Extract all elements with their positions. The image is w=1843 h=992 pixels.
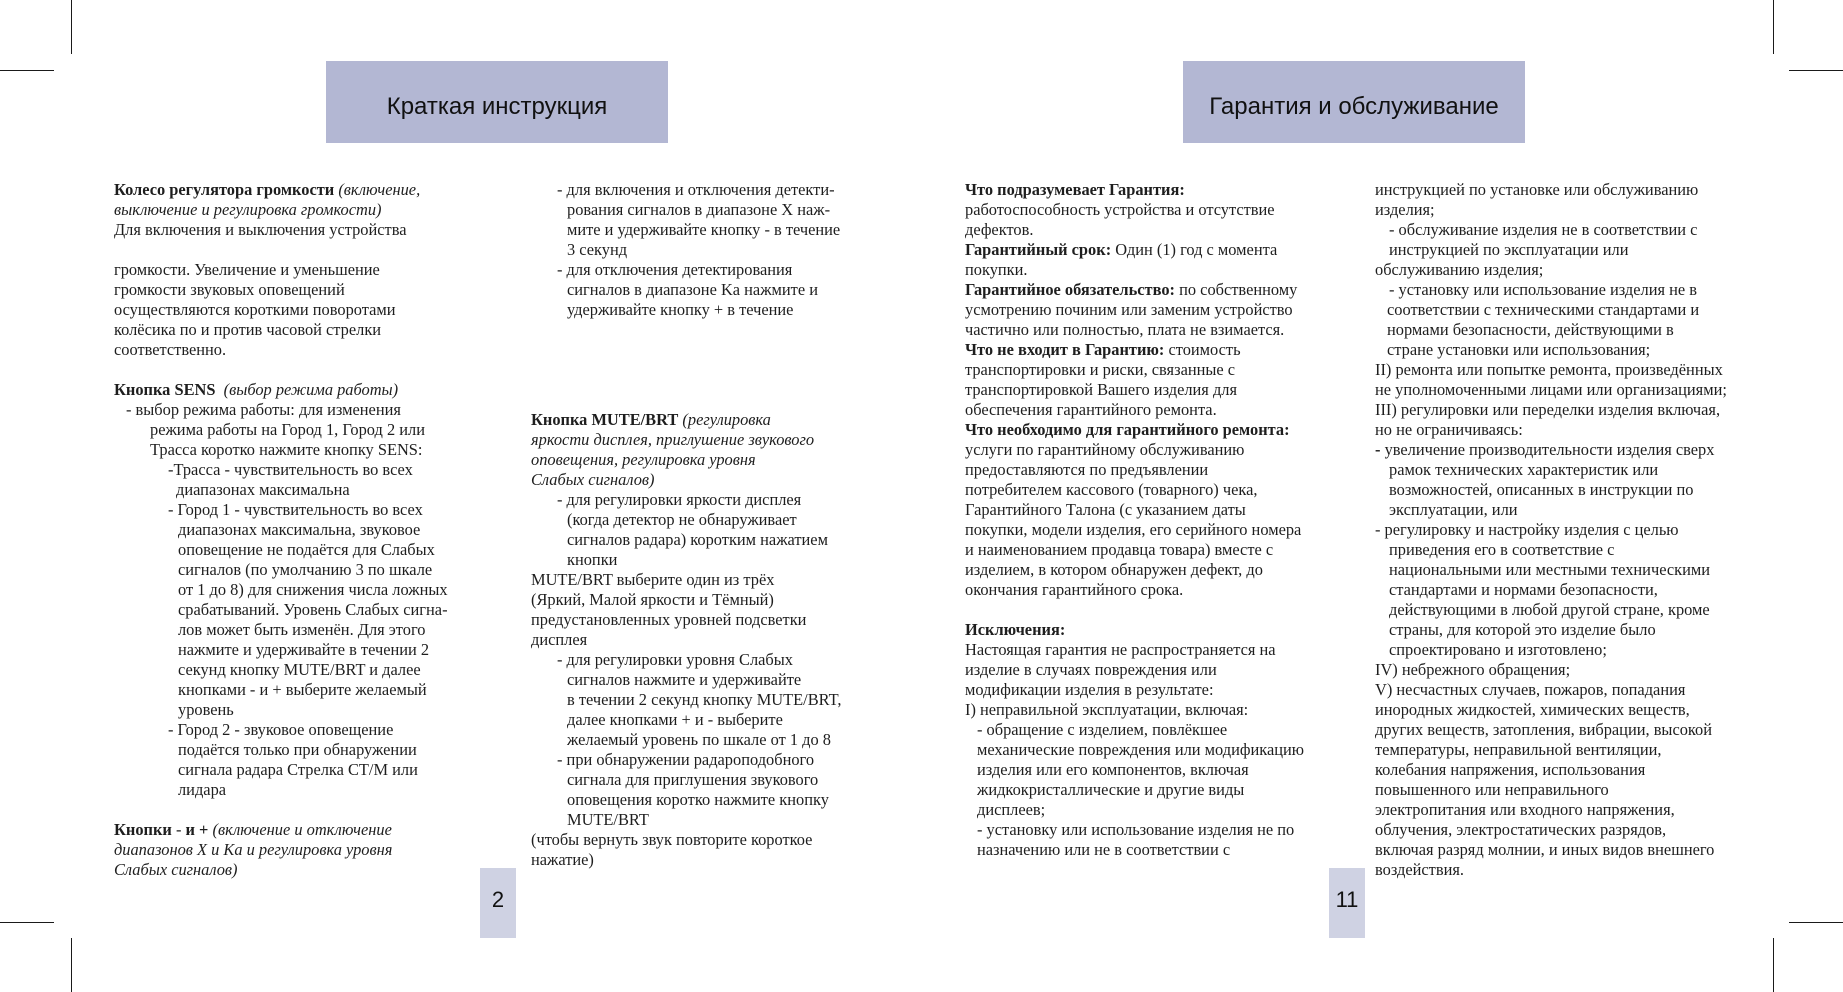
volume-heading: Колесо регулятора громкости (включение, [114,180,421,199]
right-column-1: Что подразумевает Гарантия: работоспособность устройства и отсутствие дефектов. Гарантийный срок: Один (1) год с момента покупки. Гарантийное обязательство: по собственному усмотрению починим или заменим устройство частично или полностью, плата не взимается. Что не входит в Гарантию: стоимость транспортировки и риски, связанные с транспортировкой Вашего изделия для обеспечения гарантийного ремонта. Что необходимо для гарантийного ремонта: услуги по гарантийному обслуживанию предоставляются по предъявлении потребителем кассового (товарного) чека, Гарантийного Талона (с указанием даты покупки, модели изделия, его серийного номера и наименованием продавца товара) вместе с изделием, в котором обнаружен дефект, до окончания гарантийного срока. Исключения: Настоящая гарантия не распространяется на изделие в случаях повреждения или модификации изделия в результате: I) неправильной эксплуатации, включая: - обращение с изделием, повлёкшее механические повреждения или модификацию изделия или его компонентов, включая жидкокристаллические и другие виды дисплеев; - установку или использование изделия не по назначению или не в соответствии с [965,180,1305,859]
right-page-title: Гарантия и обслуживание [1209,93,1499,120]
left-column-1: Колесо регулятора громкости (включение, выключение и регулировка громкости) Для включения и выключения устройства громкости. Увеличение и уменьшение громкости звуковых оповещений осуществляются короткими поворотами колёсика по и против часовой стрелки соответственно. Кнопка SENS (выбор режима работы) - выбор режима работы: для изменения режима работы на Город 1, Город 2 или Трасса коротко нажмите кнопку SENS: -Трасса - чувствительность во всех диапазонах максимальна - Город 1 - чувствительность во всех диапазонах максимальна, звуковое оповещение не подаётся для Слабых сигналов (по умолчанию 3 по шкале от 1 до 8) для снижения числа ложных срабатываний. Уровень Слабых сигна- лов может быть изменён. Для этого нажмите и удерживайте в течении 2 секунд кнопку MUTE/BRT и далее кнопками - и + выберите желаемый уровень - Город 2 - звуковое оповещение подаётся только при обнаружении сигнала радара Стрелка СТ/М или лидара Кнопки - и + (включение и отключение диапазонов X и Ka и регулировка уровня Слабых сигналов) [114,180,448,879]
warranty-requirements-heading: Что необходимо для гарантийного ремонта: [965,420,1290,439]
crop-mark [71,938,72,992]
crop-mark [1789,70,1843,71]
crop-mark [1789,922,1843,923]
exclusions-heading: Исключения: [965,620,1066,639]
mute-heading: Кнопка MUTE/BRT (регулировка [531,410,771,429]
warranty-obligation: Гарантийное обязательство: по собственному [965,280,1298,299]
left-page-title: Краткая инструкция [386,93,608,120]
sens-heading: Кнопка SENS (выбор режима работы) [114,380,399,399]
left-column-2: - для включения и отключения детекти- рования сигналов в диапазоне X наж- мите и удерживайте кнопку - в течение 3 секунд - для отключения детектирования сигналов в диапазоне Ka нажмите и удерживайте кнопку + в течение [557,180,841,319]
warranty-not-included: Что не входит в Гарантию: стоимость [965,340,1241,359]
left-page-header [326,61,668,143]
left-column-2-mute: Кнопка MUTE/BRT (регулировка яркости дисплея, приглушение звукового оповещения, регулировка уровня Слабых сигналов) - для регулировки яркости дисплея (когда детектор не обнаруживает сигналов радара) коротким нажатием кнопки MUTE/BRT выберите один из трёх (Яркий, Малой яркости и Тёмный) предустановленных уровней подсветки дисплея - для регулировки уровня Слабых сигналов нажмите и удерживайте в течении 2 секунд кнопку MUTE/BRT, далее кнопками + и - выберите желаемый уровень по шкале от 1 до 8 - при обнаружении радароподобного сигнала для приглушения звукового оповещения коротко нажмите кнопку MUTE/BRT (чтобы вернуть звук повторите короткое нажатие) [531,410,842,869]
right-column-2: инструкцией по установке или обслуживанию изделия; - обслуживание изделия не в соответствии с инструкцией по эксплуатации или обслуживанию изделия; - установку или использование изделия не в соответствии с техническими стандартами и нормами безопасности, действующими в стране установки или использования; II) ремонта или попытке ремонта, произведённых не уполномоченными лицами или организациями; III) регулировки или переделки изделия включая, но не ограничиваясь: - увеличение производительности изделия сверх рамок технических характеристик или возможностей, описанных в инструкции по эксплуатации, или - регулировку и настройку изделия с целью приведения его в соответствие с национальными или местными техническими стандартами и нормами безопасности, действующими в любой другой стране, кроме страны, для которой это изделие было спроектировано и изготовлено; IV) небрежного обращения; V) несчастных случаев, пожаров, попадания инородных жидкостей, химических веществ, других веществ, затопления, вибрации, высокой температуры, неправильной вентиляции, колебания напряжения, использования повышенного или неправильного электропитания или входного напряжения, облучения, электростатических разрядов, включая разряд молнии, и иных видов внешнего воздействия. [1375,180,1727,879]
right-page-header [1183,61,1525,143]
buttons-heading: Кнопки - и + (включение и отключение [114,820,392,839]
crop-mark [0,70,54,71]
right-page-number: 11 [1329,868,1365,938]
crop-mark [71,0,72,54]
crop-mark [0,922,54,923]
crop-mark [1773,0,1774,54]
warranty-term: Гарантийный срок: Один (1) год с момента [965,240,1278,259]
left-page-number: 2 [480,868,516,938]
crop-mark [1773,938,1774,992]
guarantee-heading: Что подразумевает Гарантия: [965,180,1185,199]
